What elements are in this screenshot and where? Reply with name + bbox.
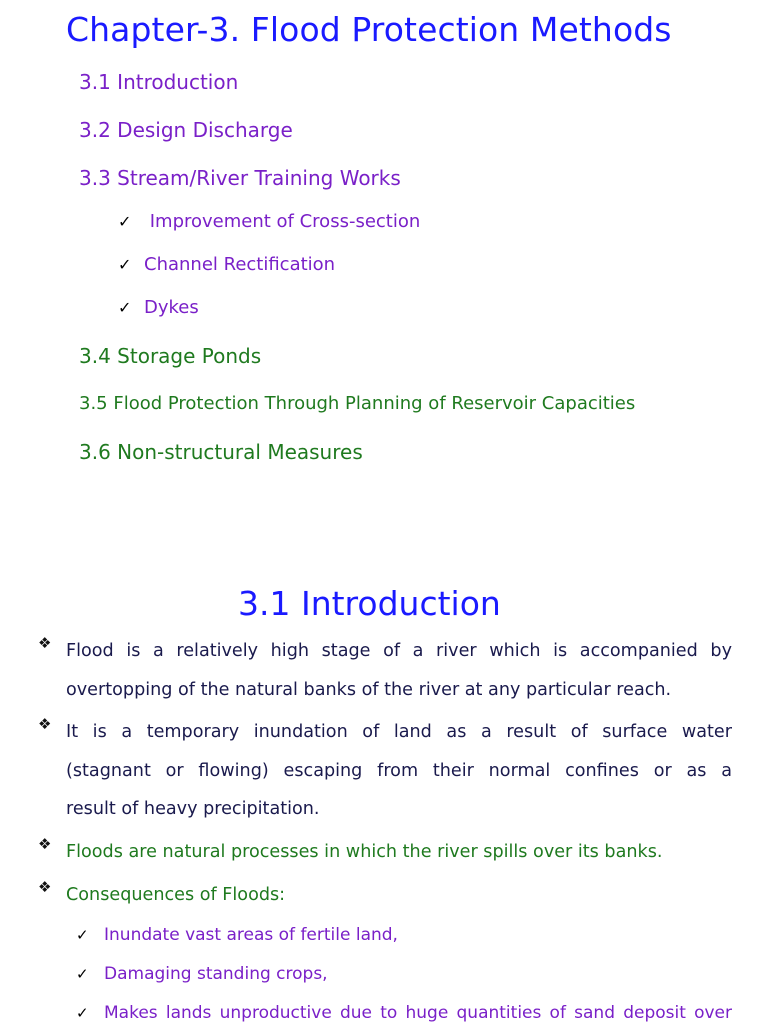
toc-item-introduction: 3.1 Introduction	[79, 70, 239, 94]
bullet-line: result of heavy precipitation.	[66, 799, 320, 819]
bullet-line: It is a temporary inundation of land as a result of surface water	[66, 722, 732, 742]
bullet-line: (stagnant or flowing) escaping from their normal confines or as a	[66, 760, 732, 781]
consequence-label: Damaging standing crops,	[104, 964, 328, 984]
bullet-temporary-inundation	[38, 713, 732, 829]
chapter-title: Chapter-3. Flood Protection Methods	[66, 10, 672, 49]
diamond-bullet-icon: ❖	[38, 715, 52, 733]
diamond-bullet-icon: ❖	[38, 835, 52, 853]
toc-subitem-channel-rectification	[118, 254, 335, 275]
bullet-line: Flood is a relatively high stage of a river which is accompanied by	[66, 641, 732, 661]
toc-subitem-dykes	[118, 297, 199, 318]
toc-subitem-cross-section	[118, 211, 420, 232]
consequence-item-inundate	[76, 925, 732, 945]
check-icon: ✓	[118, 255, 132, 274]
bullet-consequences-heading	[38, 876, 732, 915]
consequence-label: Inundate vast areas of fertile land,	[104, 925, 398, 945]
toc-item-river-training: 3.3 Stream/River Training Works	[79, 166, 401, 190]
diamond-bullet-icon: ❖	[38, 878, 52, 896]
toc-item-storage-ponds: 3.4 Storage Ponds	[79, 344, 262, 368]
check-icon: ✓	[76, 1004, 89, 1022]
toc-item-design-discharge: 3.2 Design Discharge	[79, 118, 293, 142]
toc-subitem-label: Channel Rectification	[144, 254, 336, 275]
bullet-line: overtopping of the natural banks of the river at any particular reach.	[66, 679, 672, 700]
diamond-bullet-icon: ❖	[38, 634, 52, 652]
bullet-natural-processes	[38, 833, 732, 872]
bullet-line: Floods are natural processes in which the river spills over its banks.	[66, 842, 663, 862]
toc-subitem-label: Dykes	[144, 297, 199, 318]
section-heading: 3.1 Introduction	[238, 584, 501, 623]
toc-item-non-structural: 3.6 Non-structural Measures	[79, 440, 363, 464]
bullet-line: Consequences of Floods:	[66, 885, 286, 905]
check-icon: ✓	[76, 926, 89, 944]
check-icon: ✓	[118, 298, 132, 317]
bullet-flood-definition	[38, 632, 732, 709]
toc-subitem-label: Improvement of Cross-section	[144, 211, 421, 232]
check-icon: ✓	[76, 965, 89, 983]
check-icon: ✓	[118, 212, 132, 231]
consequence-item-unproductive	[76, 1003, 732, 1023]
consequence-item-crops	[76, 964, 732, 984]
toc-item-reservoir-planning: 3.5 Flood Protection Through Planning of Reservoir Capacities	[79, 393, 636, 414]
consequence-label: Makes lands unproductive due to huge quantities of sand deposit over	[104, 1003, 732, 1023]
